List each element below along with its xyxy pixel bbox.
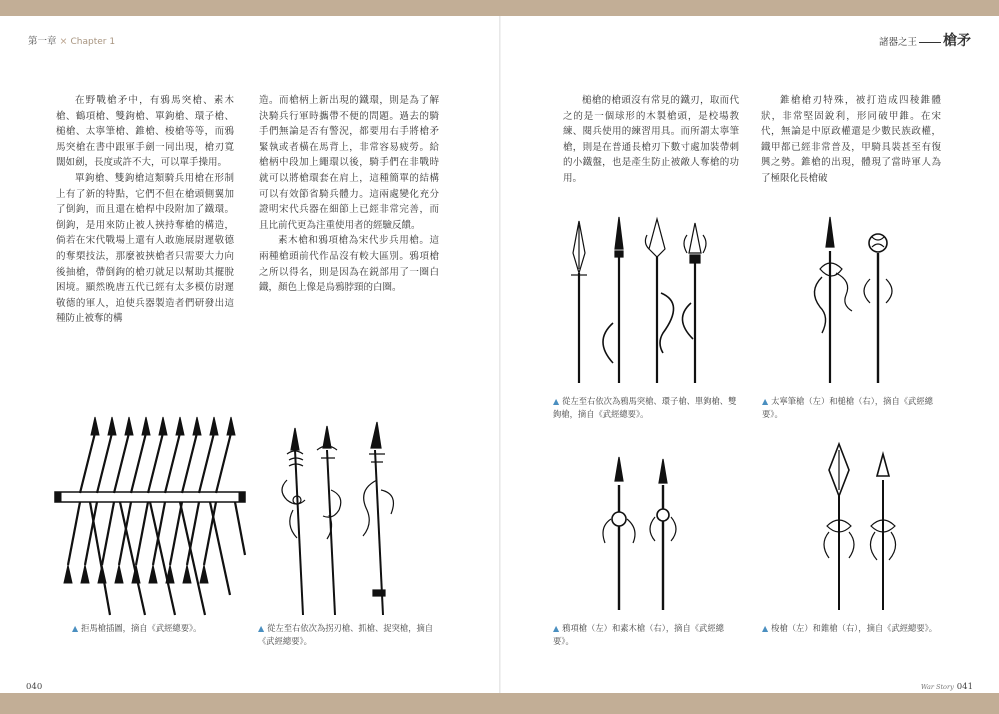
paragraph: 槌槍的槍頭沒有常見的鐵刃，取而代之的是一個球形的木製槍頭，是校場教練、閱兵使用的練習用具。而所謂太寧筆槍，則是在普通長槍刃下數寸處加裝帶刺的小鐵盤，也是產生防止被敵人奪槍的功用。 bbox=[563, 95, 739, 184]
caption-four-spears: ▲ 從左至右依次為鴉馬突槍、環子槍、單鉤槍、雙鉤槍，摘自《武經總要》。 bbox=[553, 396, 737, 419]
caption-triangle-icon: ▲ bbox=[762, 397, 769, 406]
taining-and-chui-spears-illustration bbox=[800, 213, 910, 388]
title-dash bbox=[919, 42, 941, 43]
running-header-left bbox=[28, 33, 115, 47]
caption-triangle-icon: ▲ bbox=[553, 397, 560, 406]
text-column-4 bbox=[761, 93, 941, 187]
section-title-big: 槍矛 bbox=[943, 33, 971, 49]
caption-jumaqiang: ▲ 拒馬槍插圖，摘自《武經總要》。 bbox=[72, 623, 202, 633]
section-title-small: 諸器之王 bbox=[878, 37, 917, 48]
page-number-right: 041 bbox=[956, 682, 973, 692]
caption-triangle-icon: ▲ bbox=[553, 624, 560, 633]
page-number-right-block bbox=[921, 682, 973, 692]
paragraph: 素木槍和鴉項槍為宋代步兵用槍。這兩種槍頭前代作品沒有較大區別。鴉項槍之所以得名，則是因為在鋭部用了一圈白鐵，顏色上像是烏鴉脖頸的白圈。 bbox=[259, 235, 439, 294]
paragraph: 單鉤槍、雙鉤槍這類騎兵用槍在形制上有了新的特點，它們不但在槍頭側翼加了倒鉤，而且還在槍桿中段附加了鐵環。倒鉤，是用來防止被人挾持奪槍的構造，倘若在宋代戰場上還有人敢施展尉遲敬德的奪槊技法，那麼被挾槍者只需要大力向後抽槍，帶倒鉤的槍刃就足以幫助其擺脫困境。顯然晚唐五代已經有太多模仿尉遲敬德的軍人，迫使兵器製造者們研發出這種防止被奪的構 bbox=[56, 172, 234, 325]
caption-taining-chui: ▲ 太寧筆槍（左）和槌槍（右），摘自《武經總要》。 bbox=[762, 396, 933, 419]
chapter-separator: × bbox=[59, 36, 68, 47]
paragraph: 在野戰槍矛中，有鴉馬突槍、素木槍、鶴項槍、雙鉤槍、單鉤槍、環子槍、槌槍、太寧筆槍、錐槍、梭槍等等，而鴉馬突槍在書中跟軍手劍一同出現，槍刃寬闊如劍，長度或許不大，可以單手操用。 bbox=[56, 95, 234, 169]
text-column-2 bbox=[259, 93, 439, 296]
text-column-3 bbox=[563, 93, 739, 187]
running-header-right bbox=[879, 30, 971, 50]
page-number-left: 040 bbox=[26, 682, 43, 692]
suo-and-zhui-spears-illustration bbox=[805, 440, 915, 615]
four-cavalry-spears-illustration bbox=[565, 213, 735, 388]
caption-three-spears: ▲ 從左至右依次為拐刃槍、抓槍、捉突槍，摘自《武經總要》。 bbox=[258, 623, 434, 646]
yaxiang-and-sumu-spears-illustration bbox=[585, 455, 695, 615]
bottom-band bbox=[0, 693, 999, 714]
caption-triangle-icon: ▲ bbox=[72, 624, 79, 633]
caption-suo-zhui: ▲ 梭槍（左）和錐槍（右），摘自《武經總要》。 bbox=[762, 623, 938, 633]
caption-triangle-icon: ▲ bbox=[762, 624, 769, 633]
war-story-label: War Story bbox=[920, 683, 954, 691]
caption-yaxiang-sumu: ▲ 鴉項槍（左）和素木槍（右），摘自《武經總要》。 bbox=[553, 623, 724, 646]
chapter-label: 第一章 bbox=[28, 36, 57, 47]
text-column-1 bbox=[56, 93, 234, 327]
page-gutter bbox=[499, 16, 501, 693]
chapter-label-en: Chapter 1 bbox=[70, 37, 116, 47]
caption-triangle-icon: ▲ bbox=[258, 624, 265, 633]
top-band bbox=[0, 0, 999, 16]
jumaqiang-illustration bbox=[50, 415, 250, 615]
paragraph: 造。而槍柄上新出現的鐵環，則是為了解決騎兵行軍時攜帶不便的問題。過去的騎手們無論是否有警況，都要用右手將槍矛緊執或者橫在馬背上，非常容易疲勞。給槍柄中段加上繩環以後，騎手們在非戰時就可以將槍環套在肩上，這種簡單的結構可以有效節省騎兵體力。這兩處變化充分證明宋代兵器在細節上已經非常完善，而且比前代更為注重使用者的經驗反饋。 bbox=[259, 95, 439, 231]
three-hooked-spears-illustration bbox=[265, 420, 415, 615]
paragraph: 錐槍槍刃特殊，被打造成四稜錐體狀，非常堅固銳利，形同破甲錐。在宋代，無論是中原政權還是少數民族政權，鐵甲都已經非常普及，甲騎具裝甚至有復興之勢。錐槍的出現，體現了當時軍人為了極限化長槍破 bbox=[761, 95, 941, 184]
